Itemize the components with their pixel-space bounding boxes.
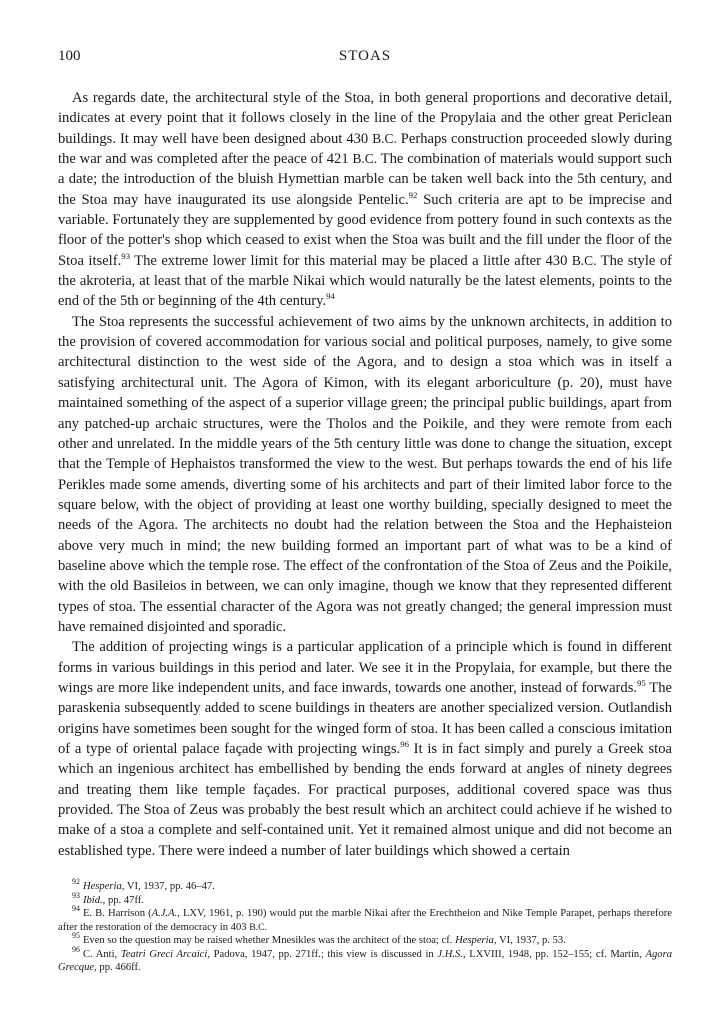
era-abbrev: B.C.	[352, 151, 378, 167]
era-abbrev: B.C.	[249, 921, 268, 933]
running-head: STOAS	[338, 48, 392, 64]
footnote-ref[interactable]: 95	[637, 678, 646, 689]
body-text	[58, 88, 672, 861]
era-abbrev: B.C.	[571, 252, 597, 268]
paragraph: As regards date, the architectural style of the Stoa, in both general proportions and decorative detail, indicates at every point that it follows closely in the line of the Propylaia and the other great Periclean buildings. It may well have been designed about 430 B.C. Perhaps construction proceeded slowly during the war and was completed after the peace of 421 B.C. The combination of materials would support such a date; the introduction of the bluish Hymettian marble can be taken well back into the 5th century, and the Stoa may have inaugurated its use alongside Pentelic.$^{92}$ Such criteria are apt to be imprecise and variable. Fortunately they are supplemented by good evidence from pottery found in such contexts as the floor of the potter's shop which ceased to exist when the Stoa was built and the fill under the floor of the Stoa itself.$^{93}$ The extreme lower limit for this material may be placed a little after 430 B.C. The style of the akroteria, at least that of the marble Nikai which would naturally be the latest elements, points to the end of the 5th or beginning of the 4th century.$^{94}$	[58, 90, 673, 310]
footnote-mark: 94	[72, 904, 80, 914]
page-header	[58, 48, 672, 70]
footnote: $^{95}$ Even so the question may be raised whether Mnesikles was the architect of the stoa; cf. Hesperia, VI, 1937, p. 53.	[72, 931, 566, 946]
footnote-ref[interactable]: 96	[400, 739, 409, 750]
footnote-mark: 96	[72, 944, 80, 954]
footnote: $^{93}$ Ibid., pp. 47ff.	[72, 890, 144, 906]
footnote: $^{92}$ Hesperia, VI, 1937, pp. 46–47.	[72, 877, 215, 892]
footnote-mark: 92	[72, 877, 80, 887]
footnote-ref[interactable]: 94	[326, 291, 335, 302]
page	[58, 48, 672, 861]
page-number: 100	[58, 48, 81, 64]
era-abbrev: B.C.	[372, 130, 397, 146]
footnote: $^{94}$ E. B. Harrison (A.J.A., LXV, 1961, p. 190) would put the marble Nikai after the Erechtheion and Nike Temple Parapet, perhaps therefore after the restoration of the democracy in 403 B.C.	[58, 904, 672, 933]
paragraph: The Stoa represents the successful achievement of two aims by the unknown architects, in addition to the provision of covered accommodation for various social and political purposes, namely, to give some architectural distinction to the west side of the Agora, and to design a stoa which was in itself a satisfying architectural unit. The Agora of Kimon, with its elegant arboriculture (p. 20), must have maintained something of the aspect of a superior village green; the principal public buildings, apart from any patched-up archaic structures, were the Tholos and the Poikile, and they were remote from each other and unrelated. In the middle years of the 5th century little was done to change the situation, except that the Temple of Hephaistos transformed the view to the west. But perhaps towards the end of his life Perikles made some amends, diverting some of his architects and part of their limited labor force to the square below, with the object of providing at least one worthy building, specially designed to meet the needs of the Agora. The architects no doubt had the relation between the Stoa and the Hephaisteion above very much in mind; the new building formed an important part of what was to be a kind of baseline above which the temple rose. The effect of the confrontation of the Stoa of Zeus and the Poikile, with the old Basileios in between, we can only imagine, though we know that they represented different types of stoa. The essential character of the Agora was not greatly changed; the general impression must have remained disjointed and sporadic.	[58, 313, 672, 635]
footnotes	[58, 877, 672, 975]
footnote-ref[interactable]: 93	[121, 250, 130, 261]
footnote-mark: 95	[72, 931, 80, 941]
footnote-mark: 93	[72, 890, 80, 900]
footnote-ref[interactable]: 92	[408, 189, 418, 200]
footnote: $^{96}$ C. Anti, Teatri Greci Arcaici, Padova, 1947, pp. 271ff.; this view is discussed in J.H.S., LXVIII, 1948, pp. 152–155; cf. Martin, Agora Grecque, pp. 466ff.	[58, 944, 672, 973]
paragraph: The addition of projecting wings is a particular application of a principle which is found in different forms in various buildings in this period and later. We see it in the Propylaia, for example, but there the wings are more like independent units, and face inwards, towards one another, instead of forwards.$^{95}$ The paraskenia subsequently added to scene buildings in theaters are another specialized version. Outlandish origins have sometimes been sought for the winged form of stoa. It has been called a conscious imitation of a type of oriental palace façade with projecting wings.$^{96}$ It is in fact simply and purely a Greek stoa which an ingenious architect has embellished by bending the ends forward at angles of ninety degrees and treating them like temple façades. For practical purposes, additional covered space was thus provided. The Stoa of Zeus was probably the best result which an architect could achieve if he wished to make of a stoa a complete and self-contained unit. Yet it remained almost unique and did not become an established type. There were indeed a number of later buildings which showed a certain	[58, 639, 673, 859]
